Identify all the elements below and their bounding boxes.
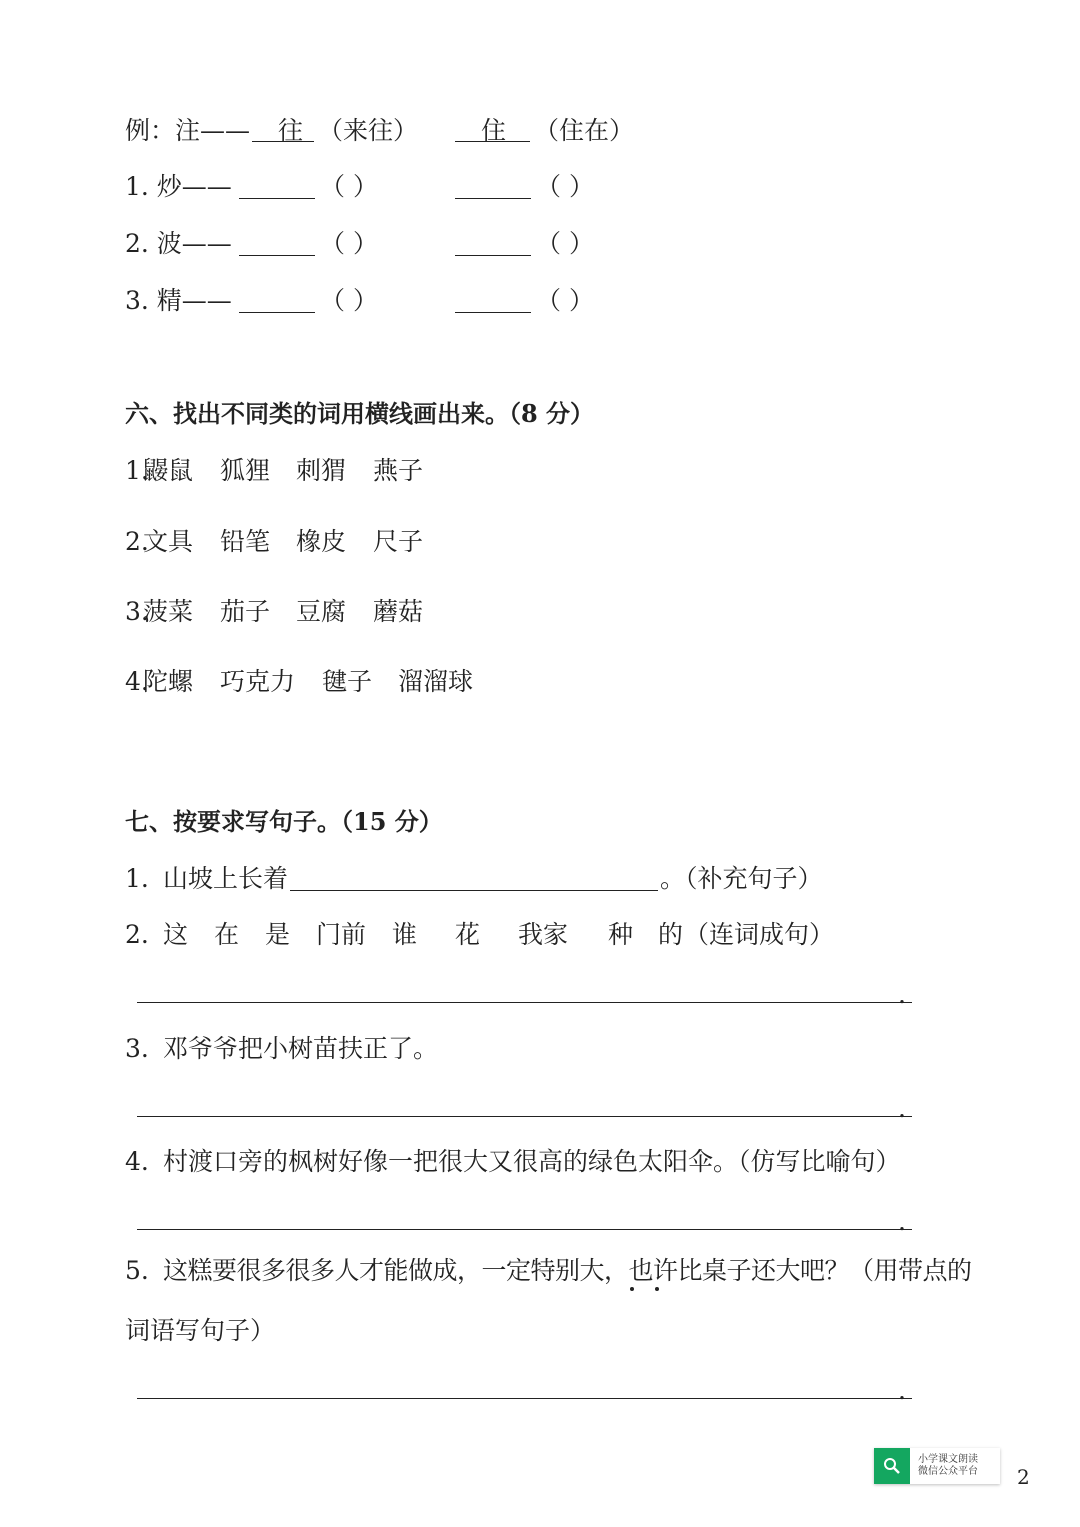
s6-item-3-num: 3. [125,597,149,626]
row-3-paren-2: （ ） [536,286,594,315]
row-1-blank-1[interactable] [239,198,315,199]
q2-num: 2. [125,920,149,949]
s6-word: 铅笔 [220,527,271,556]
wechat-logo-badge [874,1448,1000,1484]
example-answer-2: 住 [481,116,507,145]
q5-period: . [898,1376,906,1405]
q5-text-line2: 词语写句子） [125,1316,276,1345]
s6-word: 陀螺 [143,667,194,696]
q4-num: 4. [125,1147,149,1176]
row-3-paren-1: （ ） [320,286,378,315]
q4-text: 村渡口旁的枫树好像一把很大又很高的绿色太阳伞。（仿写比喻句） [163,1147,901,1176]
s6-item-4-num: 4. [125,667,149,696]
emphasis-dot [655,1287,659,1291]
s6-word: 蘑菇 [373,597,424,626]
q2-word: 谁 [392,920,418,949]
s6-word: 毽子 [322,667,373,696]
q2-word: 种 [608,920,634,949]
q1-text: 山坡上长着 [163,864,289,893]
s6-word: 刺猬 [296,456,347,485]
q3-num: 3. [125,1034,149,1063]
logo-text [910,1454,978,1478]
example-label: 例：注—— [125,116,251,145]
row-2-paren-2: （ ） [536,229,594,258]
example-hint-2: （住在） [534,116,635,145]
q2-word: 在 [214,920,240,949]
q2-word: 我家 [518,920,569,949]
q2-hint: （连词成句） [684,920,835,949]
q3-text: 邓爷爷把小树苗扶正了。 [163,1034,439,1063]
q5-text: 这糕要很多很多人才能做成，一定特别大，也许比桌子还大吧？（用带点的 [163,1256,972,1285]
page-number: 2 [1017,1465,1030,1489]
search-icon [874,1448,910,1484]
s6-word: 巧克力 [220,667,296,696]
s6-item-1-num: 1. [125,456,149,485]
section-7-title: 七、按要求写句子。（15 分） [125,807,443,836]
s6-item-2-num: 2. [125,527,149,556]
logo-line-1: 小学课文朗读 [918,1454,978,1465]
row-3-blank-2[interactable] [455,312,531,313]
row-1-paren-1: （ ） [320,172,378,201]
row-2-blank-2[interactable] [455,255,531,256]
q1-end: 。（补充句子） [660,864,823,893]
row-1-paren-2: （ ） [536,172,594,201]
q4-answer-line[interactable] [137,1229,912,1230]
q2-period: . [898,980,906,1009]
q2-word: 门前 [316,920,367,949]
s6-word: 尺子 [373,527,424,556]
q3-period: . [898,1094,906,1123]
row-2-label: 2. 波—— [125,229,232,258]
s6-word: 豆腐 [296,597,347,626]
q5-num: 5. [125,1256,149,1285]
example-hint-1: （来往） [318,116,419,145]
s6-word: 燕子 [373,456,424,485]
row-2-blank-1[interactable] [239,255,315,256]
row-3-label: 3. 精—— [125,286,232,315]
s6-word: 狐狸 [220,456,271,485]
row-3-blank-1[interactable] [239,312,315,313]
q1-blank[interactable] [290,890,658,891]
section-6-title: 六、找出不同类的词用横线画出来。（8 分） [125,399,595,428]
q3-answer-line[interactable] [137,1116,912,1117]
emphasis-dot [630,1287,634,1291]
row-2-paren-1: （ ） [320,229,378,258]
s6-word: 文具 [143,527,194,556]
q2-word: 是 [265,920,291,949]
logo-line-2: 微信公众平台 [918,1466,978,1477]
s6-word: 溜溜球 [398,667,474,696]
example-answer-1: 往 [278,116,304,145]
q5-answer-line[interactable] [137,1398,912,1399]
q4-period: . [898,1207,906,1236]
s6-word: 菠菜 [143,597,194,626]
row-1-label: 1. 炒—— [125,172,232,201]
q2-word: 这 [163,920,189,949]
s6-word: 茄子 [220,597,271,626]
s6-word: 鼹鼠 [143,456,194,485]
q2-word: 花 [455,920,481,949]
s6-word: 橡皮 [296,527,347,556]
q2-answer-line[interactable] [137,1002,912,1003]
q2-word: 的 [658,920,684,949]
row-1-blank-2[interactable] [455,198,531,199]
q1-num: 1. [125,864,149,893]
